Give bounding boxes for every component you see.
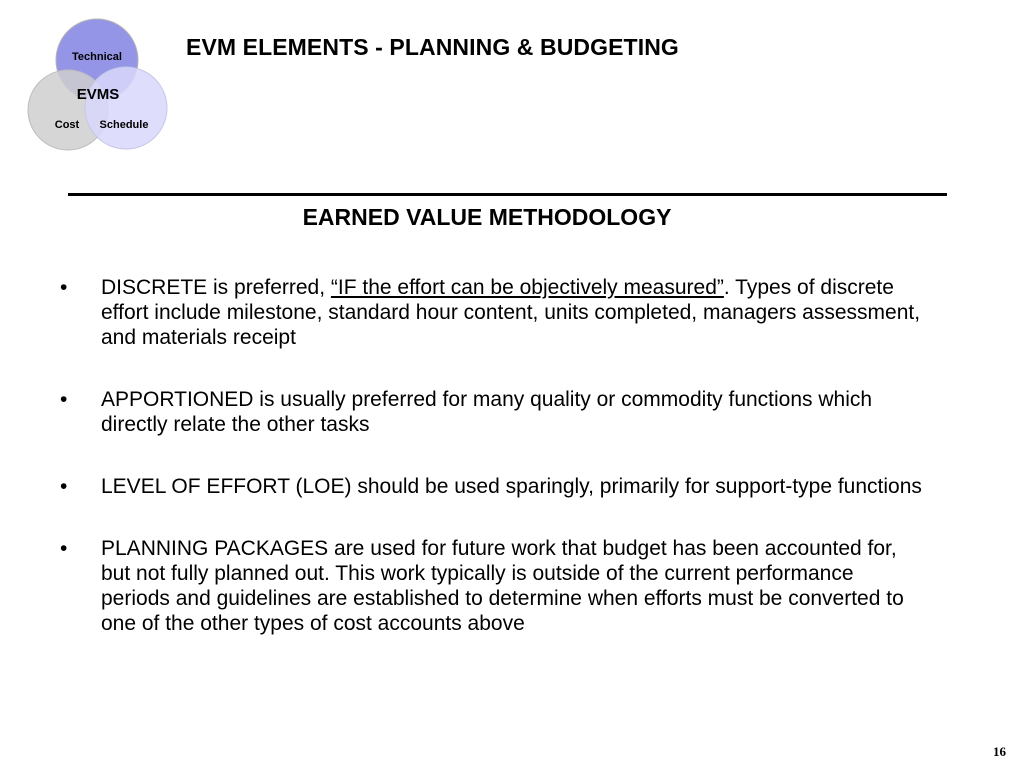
venn-diagram <box>26 18 171 152</box>
bullet-marker: • <box>60 276 68 299</box>
bullet-text: PLANNING PACKAGES are used for future work that budget has been accounted for, but not fully planned out. This work typically is outside of the current performance periods and guidelines are established to determine when efforts must be converted to one of the other types of cost accounts above <box>101 537 904 635</box>
bullet-list <box>56 275 926 673</box>
bullet-item-discrete <box>56 275 926 350</box>
bullet-text-lead: DISCRETE is preferred, <box>101 276 331 299</box>
bullet-item-level-of-effort <box>56 474 926 499</box>
section-heading: EARNED VALUE METHODOLOGY <box>302 204 672 230</box>
bullet-text-underlined: “IF the effort can be objectively measured” <box>330 276 724 299</box>
bullet-marker: • <box>60 388 68 411</box>
bullet-text: APPORTIONED is usually preferred for many quality or commodity functions which directly relate the other tasks <box>101 388 873 436</box>
slide-title: EVM ELEMENTS - PLANNING & BUDGETING <box>186 34 679 60</box>
title-divider <box>68 193 947 196</box>
schedule-circle <box>85 67 167 149</box>
cost-label: Cost <box>54 119 80 131</box>
schedule-label: Schedule <box>99 119 149 131</box>
technical-label: Technical <box>72 51 122 63</box>
bullet-text: LEVEL OF EFFORT (LOE) should be used sparingly, primarily for support-type functions <box>101 475 922 498</box>
bullet-marker: • <box>60 475 68 498</box>
page-number: 16 <box>993 744 1006 759</box>
bullet-text-tail: . Types of discrete effort include milestone, standard hour content, units completed, managers assessment, and materials receipt <box>101 276 921 349</box>
evms-venn-logo <box>26 18 171 152</box>
bullet-marker: • <box>60 537 68 560</box>
bullet-item-planning-packages <box>56 536 926 636</box>
bullet-item-apportioned <box>56 387 926 437</box>
evms-label: EVMS <box>76 86 120 103</box>
